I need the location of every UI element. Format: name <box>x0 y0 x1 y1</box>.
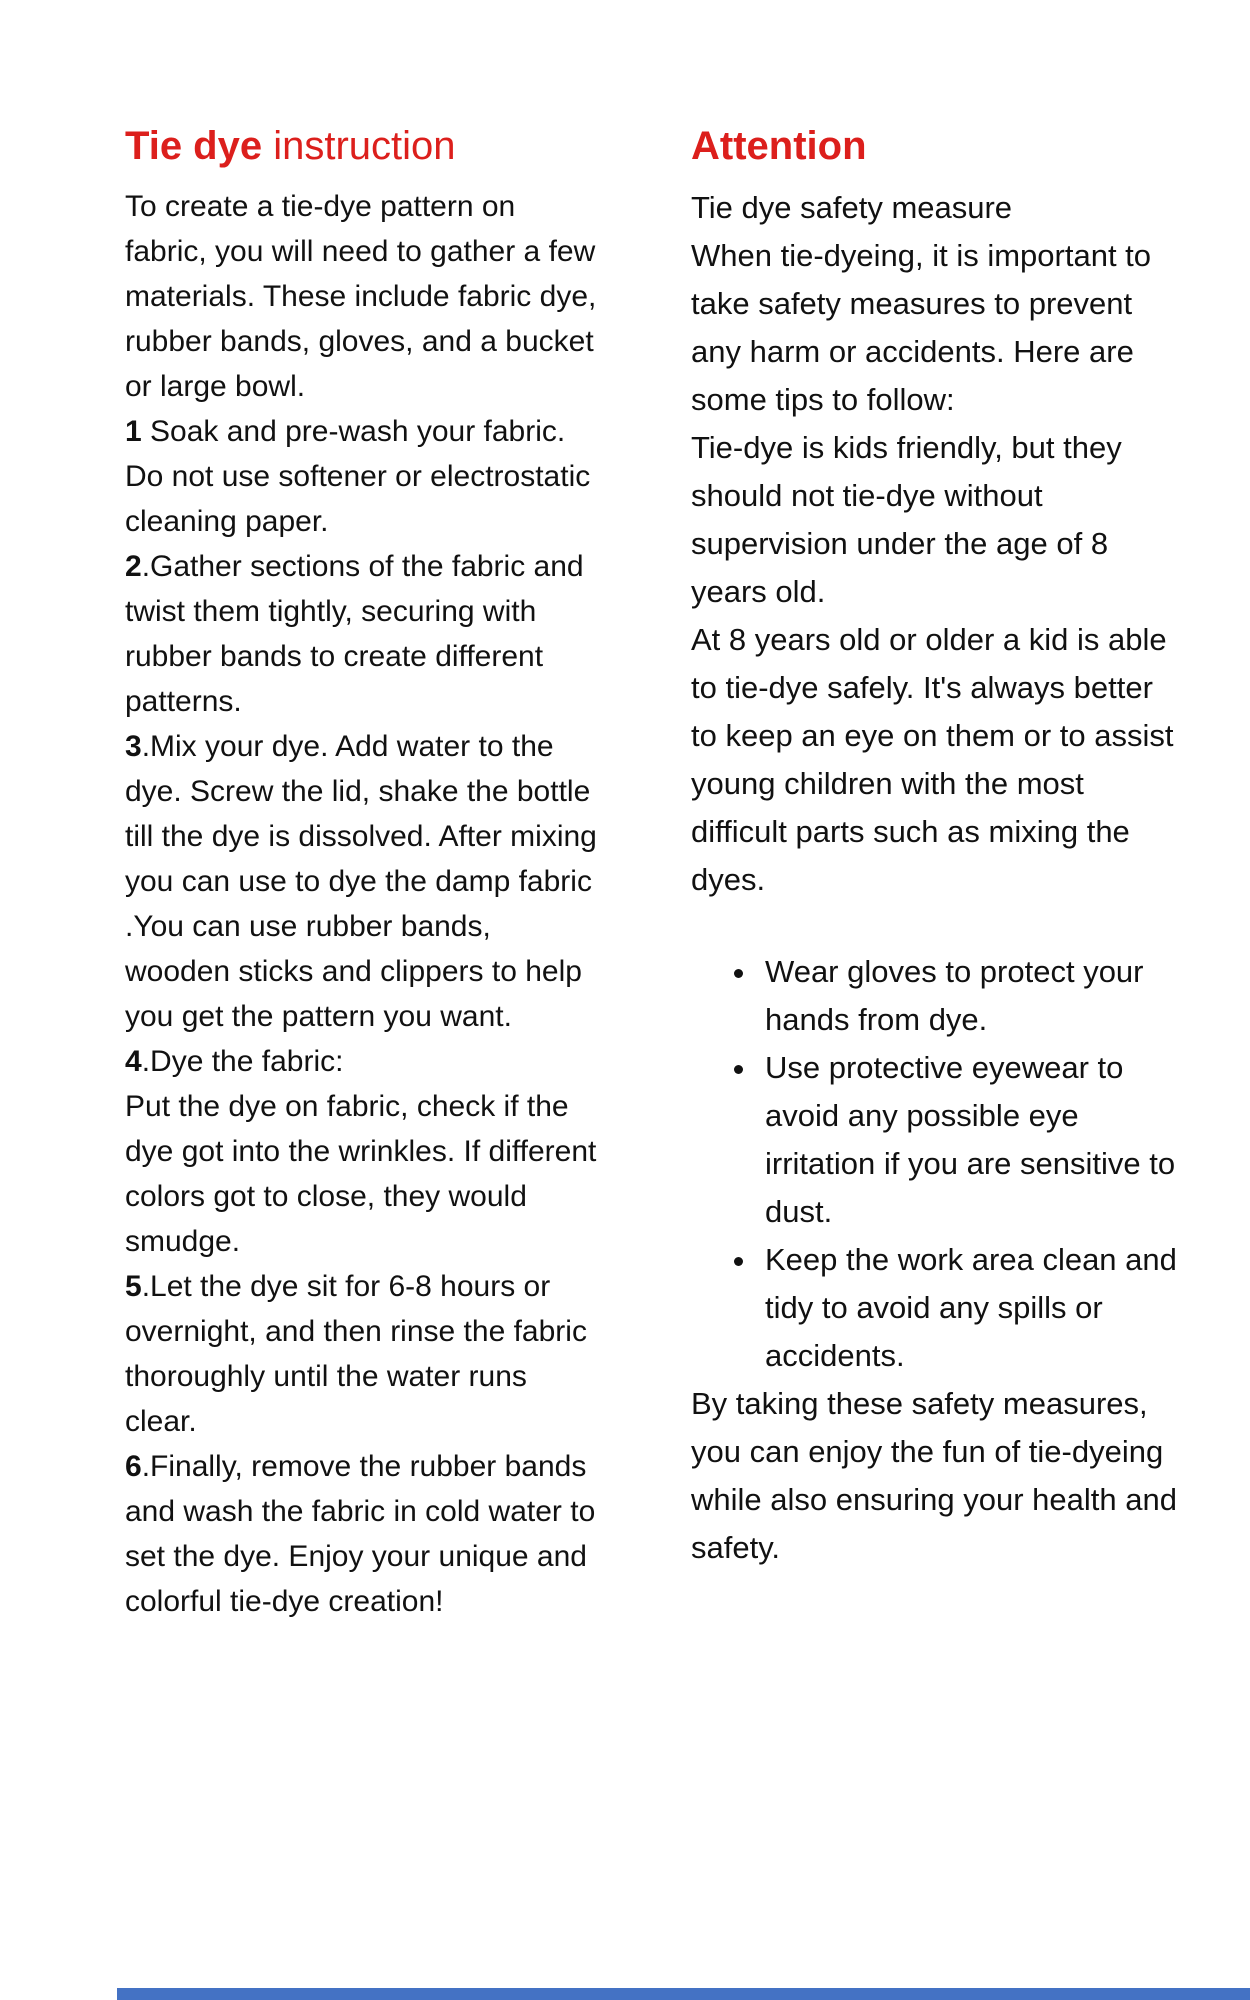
step-5-text: .Let the dye sit for 6-8 hours or overnight, and then rinse the fabric thoroughly until the water runs clear. <box>125 1270 587 1438</box>
step-2-text: .Gather sections of the fabric and twist them tightly, securing with rubber bands to create different patterns. <box>125 550 584 718</box>
step-4 <box>125 1039 599 1084</box>
kids-paragraph-2: At 8 years old or older a kid is able to tie-dye safely. It's always better to keep an eye on them or to assist young children with the most difficult parts such as mixing the dyes. <box>691 622 1174 897</box>
safety-subtitle: Tie dye safety measure <box>691 190 1013 225</box>
step-2-number: 2 <box>125 550 142 583</box>
step-3 <box>125 724 599 1039</box>
footer-accent-bar <box>117 1988 1250 2000</box>
step-3-text: .Mix your dye. Add water to the dye. Screw the lid, shake the bottle till the dye is dissolved. After mixing you can use to dye the damp fabric .You can use rubber bands, wooden sticks and clippers to help you get the pattern you want. <box>125 730 597 1033</box>
step-5-number: 5 <box>125 1270 142 1303</box>
instructions-title-bold: Tie dye <box>125 124 263 168</box>
instructions-column <box>125 122 599 1624</box>
instructions-title <box>125 122 599 170</box>
step-6-number: 6 <box>125 1450 142 1483</box>
intro-paragraph: To create a tie-dye pattern on fabric, you will need to gather a few materials. These include fabric dye, rubber bands, gloves, and a bucket or large bowl. <box>125 190 597 403</box>
step-2 <box>125 544 599 724</box>
step-4-detail: Put the dye on fabric, check if the dye got into the wrinkles. If different colors got to close, they would smudge. <box>125 1090 597 1258</box>
step-1-text: Soak and pre-wash your fabric. Do not use softener or electrostatic cleaning paper. <box>125 415 591 538</box>
kids-paragraph-1: Tie-dye is kids friendly, but they should not tie-dye without supervision under the age of 8 years old. <box>691 430 1122 609</box>
safety-intro: When tie-dyeing, it is important to take safety measures to prevent any harm or accidents. Here are some tips to follow: <box>691 238 1152 417</box>
step-5 <box>125 1264 599 1444</box>
step-1 <box>125 409 599 544</box>
closing-paragraph: By taking these safety measures, you can enjoy the fun of tie-dyeing while also ensuring your health and safety. <box>691 1386 1177 1565</box>
step-4-text: .Dye the fabric: <box>141 1045 344 1078</box>
step-6 <box>125 1444 599 1624</box>
safety-tip-item: • Use protective eyewear to avoid any possible eye irritation if you are sensitive to dust. <box>759 1044 1183 1236</box>
safety-tips-list <box>691 948 1183 1380</box>
attention-title: Attention <box>691 124 867 168</box>
step-4-number: 4 <box>125 1045 142 1078</box>
step-6-text: .Finally, remove the rubber bands and wash the fabric in cold water to set the dye. Enjoy your unique and colorful tie-dye creation! <box>125 1450 596 1618</box>
step-3-number: 3 <box>125 730 142 763</box>
safety-tip-item: • Wear gloves to protect your hands from dye. <box>759 948 1183 1044</box>
attention-column <box>691 122 1183 1572</box>
instructions-title-regular: instruction <box>262 124 456 168</box>
safety-tip-item: • Keep the work area clean and tidy to avoid any spills or accidents. <box>759 1236 1183 1380</box>
step-1-number: 1 <box>125 415 142 448</box>
